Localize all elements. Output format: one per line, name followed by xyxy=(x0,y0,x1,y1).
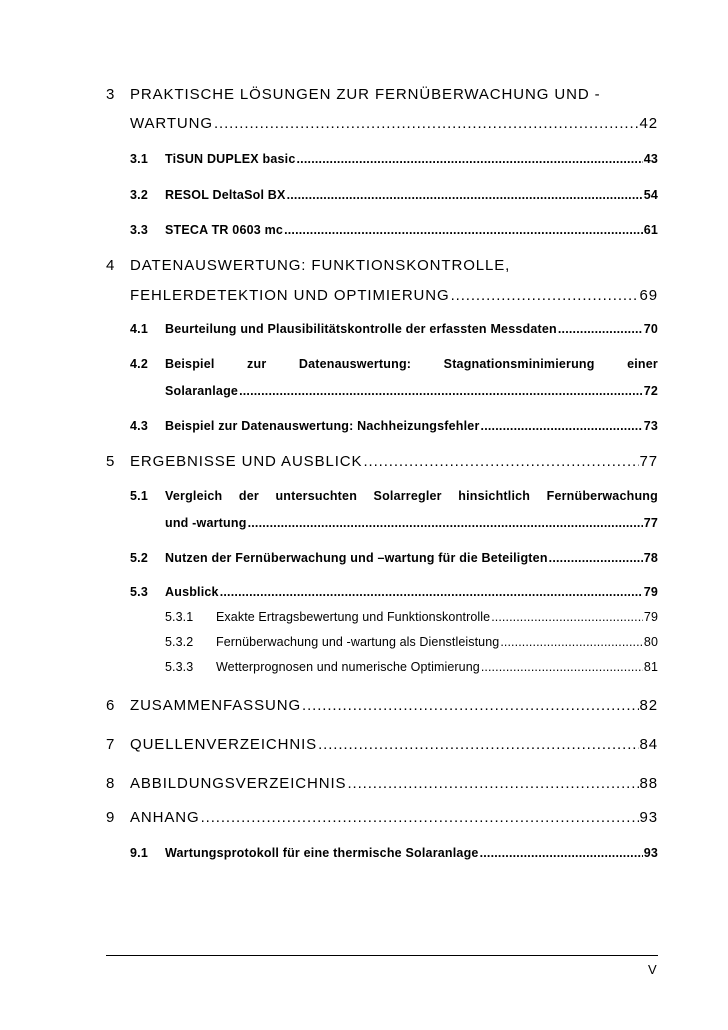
toc-page-number: 42 xyxy=(639,115,658,132)
toc-number: 3.3 xyxy=(130,223,148,237)
toc-number: 4.1 xyxy=(130,322,148,336)
toc-number: 3.2 xyxy=(130,188,148,202)
toc-entry-5-2[interactable] xyxy=(165,551,658,565)
toc-title: PRAKTISCHE LÖSUNGEN ZUR FERNÜBERWACHUNG UND - xyxy=(130,86,601,103)
toc-title: QUELLENVERZEICHNIS xyxy=(130,736,318,753)
toc-number: 6 xyxy=(106,697,116,714)
toc-page-number: 93 xyxy=(639,809,658,826)
leader-dots xyxy=(239,384,643,398)
toc-title: ZUSAMMENFASSUNG xyxy=(130,697,302,714)
toc-entry-9-1[interactable] xyxy=(165,846,658,860)
toc-page-number: 73 xyxy=(643,419,658,433)
toc-number: 8 xyxy=(106,775,116,792)
toc-title: TiSUN DUPLEX basic xyxy=(165,152,296,166)
toc-entry-3-3[interactable] xyxy=(165,223,658,237)
leader-dots xyxy=(284,223,643,237)
toc-number: 5.2 xyxy=(130,551,148,565)
toc-title: RESOL DeltaSol BX xyxy=(165,188,286,202)
toc-word: hinsichtlich xyxy=(458,489,531,503)
toc-page-number: 77 xyxy=(639,453,658,470)
toc-title: Ausblick xyxy=(165,585,219,599)
toc-entry-3[interactable] xyxy=(130,115,658,132)
toc-number: 5.3.3 xyxy=(165,660,194,674)
toc-word: zur xyxy=(247,357,267,371)
toc-title: ANHANG xyxy=(130,809,200,826)
toc-title: FEHLERDETEKTION UND OPTIMIERUNG xyxy=(130,287,450,304)
toc-page-number: 79 xyxy=(643,585,658,599)
toc-number: 4 xyxy=(106,257,116,274)
toc-page-number: 88 xyxy=(639,775,658,792)
toc-entry-6[interactable] xyxy=(130,697,658,714)
leader-dots xyxy=(201,809,639,826)
leader-dots xyxy=(302,697,638,714)
toc-number: 3 xyxy=(106,86,116,103)
toc-title: Beurteilung und Plausibilitätskontrolle der erfassten Messdaten xyxy=(165,322,557,336)
toc-word: untersuchten xyxy=(275,489,358,503)
toc-title: ERGEBNISSE UND AUSBLICK xyxy=(130,453,363,470)
leader-dots xyxy=(481,419,643,433)
toc-title: Nutzen der Fernüberwachung und –wartung für die Beteiligten xyxy=(165,551,548,565)
toc-title: STECA TR 0603 mc xyxy=(165,223,284,237)
toc-page-number: 82 xyxy=(639,697,658,714)
toc-entry-5-1-line1[interactable] xyxy=(165,489,658,503)
footer-divider xyxy=(106,955,658,956)
toc-entry-4[interactable] xyxy=(130,287,658,304)
toc-entry-5[interactable] xyxy=(130,453,658,470)
toc-title: Solaranlage xyxy=(165,384,239,398)
leader-dots xyxy=(347,775,638,792)
toc-page-number: 84 xyxy=(639,736,658,753)
toc-number: 9.1 xyxy=(130,846,148,860)
toc-word: Solarregler xyxy=(373,489,442,503)
toc-number: 4.3 xyxy=(130,419,148,433)
toc-page-number: 69 xyxy=(639,287,658,304)
leader-dots xyxy=(481,660,643,674)
leader-dots xyxy=(248,516,643,530)
toc-page-number: 77 xyxy=(643,516,658,530)
toc-title: Fernüberwachung und -wartung als Dienstleistung xyxy=(216,635,500,649)
toc-word: Stagnationsminimierung xyxy=(443,357,595,371)
toc-page-number: 81 xyxy=(643,660,658,674)
leader-dots xyxy=(480,846,643,860)
toc-title: Wartungsprotokoll für eine thermische Solaranlage xyxy=(165,846,479,860)
toc-page-number: 54 xyxy=(643,188,658,202)
toc-title: Exakte Ertragsbewertung und Funktionskontrolle xyxy=(216,610,491,624)
leader-dots xyxy=(297,152,643,166)
toc-page-number: 80 xyxy=(643,635,658,649)
toc-number: 3.1 xyxy=(130,152,148,166)
toc-page-number: 70 xyxy=(643,322,658,336)
toc-entry-3-2[interactable] xyxy=(165,188,658,202)
toc-word: Datenauswertung: xyxy=(298,357,412,371)
toc-number: 9 xyxy=(106,809,116,826)
toc-entry-4-3[interactable] xyxy=(165,419,658,433)
toc-page-number: 78 xyxy=(643,551,658,565)
toc-title: Wetterprognosen und numerische Optimierung xyxy=(216,660,480,674)
toc-number: 7 xyxy=(106,736,116,753)
toc-page-number: 93 xyxy=(643,846,658,860)
toc-entry-5-3-1[interactable] xyxy=(216,610,658,624)
toc-number: 5.3.1 xyxy=(165,610,194,624)
toc-title: Beispiel zur Datenauswertung: Nachheizungsfehler xyxy=(165,419,480,433)
toc-page-number: 43 xyxy=(643,152,658,166)
toc-page-number: 61 xyxy=(643,223,658,237)
leader-dots xyxy=(363,453,638,470)
toc-page-number: 72 xyxy=(643,384,658,398)
toc-title: DATENAUSWERTUNG: FUNKTIONSKONTROLLE, xyxy=(130,257,511,274)
leader-dots xyxy=(214,115,639,132)
toc-title: ABBILDUNGSVERZEICHNIS xyxy=(130,775,347,792)
toc-title: WARTUNG xyxy=(130,115,213,132)
leader-dots xyxy=(500,635,643,649)
leader-dots xyxy=(287,188,643,202)
toc-word: der xyxy=(238,489,259,503)
toc-title: und -wartung xyxy=(165,516,247,530)
toc-number: 5.1 xyxy=(130,489,148,503)
toc-entry-4-2[interactable] xyxy=(165,384,658,398)
leader-dots xyxy=(220,585,643,599)
leader-dots xyxy=(549,551,643,565)
leader-dots xyxy=(558,322,643,336)
toc-number: 5 xyxy=(106,453,116,470)
toc-number: 5.3.2 xyxy=(165,635,194,649)
toc-number: 4.2 xyxy=(130,357,148,371)
toc-entry-5-3-2[interactable] xyxy=(216,635,658,649)
toc-entry-5-1[interactable] xyxy=(165,516,658,530)
toc-entry-5-3-3[interactable] xyxy=(216,660,658,674)
toc-entry-4-2-line1[interactable] xyxy=(165,357,658,371)
toc-word: Vergleich xyxy=(165,489,223,503)
toc-word: Fernüberwachung xyxy=(546,489,658,503)
toc-entry-4-1[interactable] xyxy=(165,322,658,336)
toc-entry-8[interactable] xyxy=(130,775,658,792)
toc-entry-3-1[interactable] xyxy=(165,152,658,166)
toc-entry-9[interactable] xyxy=(130,809,658,826)
toc-entry-7[interactable] xyxy=(130,736,658,753)
leader-dots xyxy=(491,610,643,624)
toc-word: einer xyxy=(627,357,658,371)
leader-dots xyxy=(451,287,639,304)
footer-page-number: V xyxy=(648,962,657,977)
toc-page-number: 79 xyxy=(643,610,658,624)
toc-entry-5-3[interactable] xyxy=(165,585,658,599)
toc-number: 5.3 xyxy=(130,585,148,599)
toc-word: Beispiel xyxy=(165,357,215,371)
leader-dots xyxy=(318,736,638,753)
